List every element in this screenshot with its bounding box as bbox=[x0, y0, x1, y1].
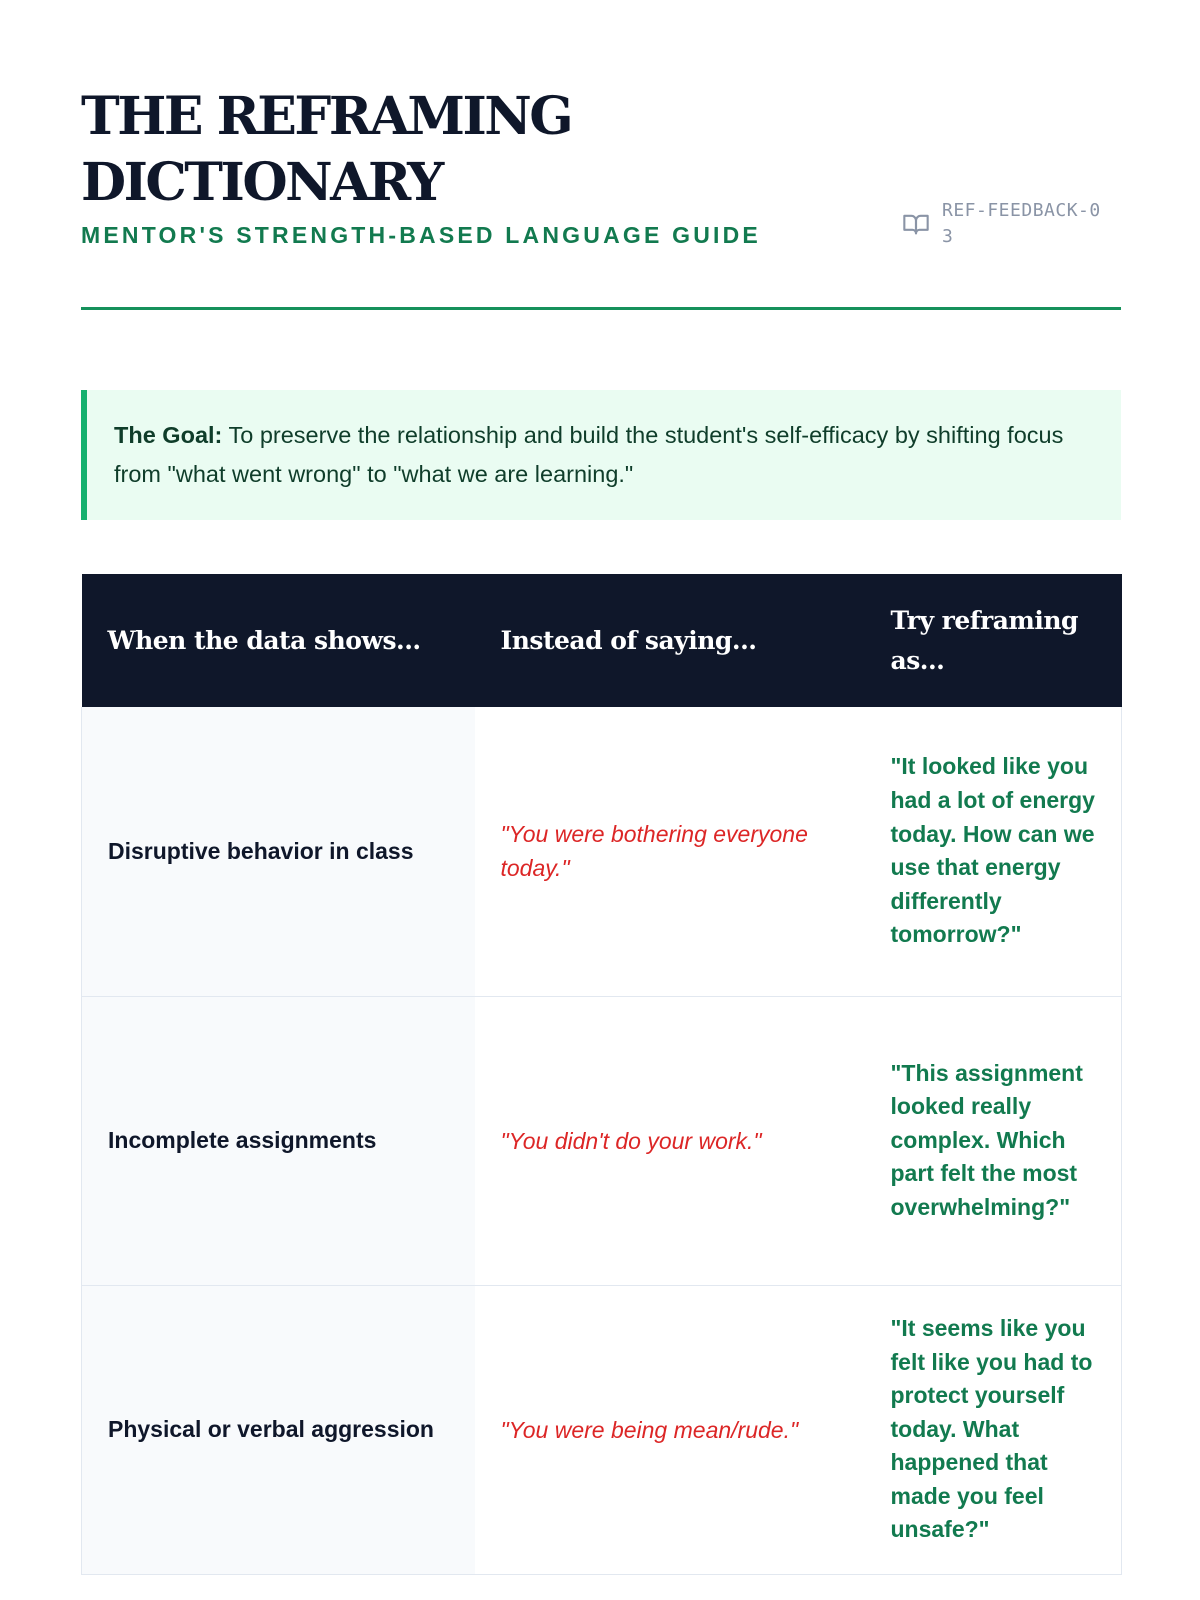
reframe-cell: "It seems like you felt like you had to protect yourself today. What happened that made you feel unsafe?" bbox=[865, 1285, 1122, 1574]
table-row bbox=[82, 707, 1122, 996]
reframing-table bbox=[81, 574, 1122, 1575]
reframe-cell: "This assignment looked really complex. Which part felt the most overwhelming?" bbox=[865, 996, 1122, 1285]
data-shows-cell: Disruptive behavior in class bbox=[82, 707, 475, 996]
reference-tag bbox=[902, 198, 1102, 250]
data-shows-cell: Physical or verbal aggression bbox=[82, 1285, 475, 1574]
book-open-icon bbox=[902, 210, 930, 238]
instead-cell: "You were bothering everyone today." bbox=[475, 707, 865, 996]
goal-text: To preserve the relationship and build the student's self-efficacy by shifting focus from "what went wrong" to "what we are learning." bbox=[114, 422, 1064, 487]
table-row bbox=[82, 996, 1122, 1285]
instead-cell: "You didn't do your work." bbox=[475, 996, 865, 1285]
instead-cell: "You were being mean/rude." bbox=[475, 1285, 865, 1574]
reframe-cell: "It looked like you had a lot of energy today. How can we use that energy differently tomorrow?" bbox=[865, 707, 1122, 996]
page-title: THE REFRAMING DICTIONARY bbox=[81, 86, 572, 213]
goal-callout bbox=[81, 390, 1121, 520]
page-subtitle: MENTOR'S STRENGTH-BASED LANGUAGE GUIDE bbox=[81, 222, 761, 248]
table-header-row bbox=[82, 574, 1122, 707]
column-header-data-shows: When the data shows... bbox=[82, 574, 475, 707]
document-header bbox=[81, 0, 1121, 310]
goal-label: The Goal: bbox=[114, 422, 223, 448]
column-header-reframe: Try reframing as... bbox=[865, 574, 1122, 707]
table-row bbox=[82, 1285, 1122, 1574]
data-shows-cell: Incomplete assignments bbox=[82, 996, 475, 1285]
document-page bbox=[81, 0, 1121, 1543]
column-header-instead: Instead of saying... bbox=[475, 574, 865, 707]
reference-code: REF-FEEDBACK-03 bbox=[942, 200, 1101, 247]
